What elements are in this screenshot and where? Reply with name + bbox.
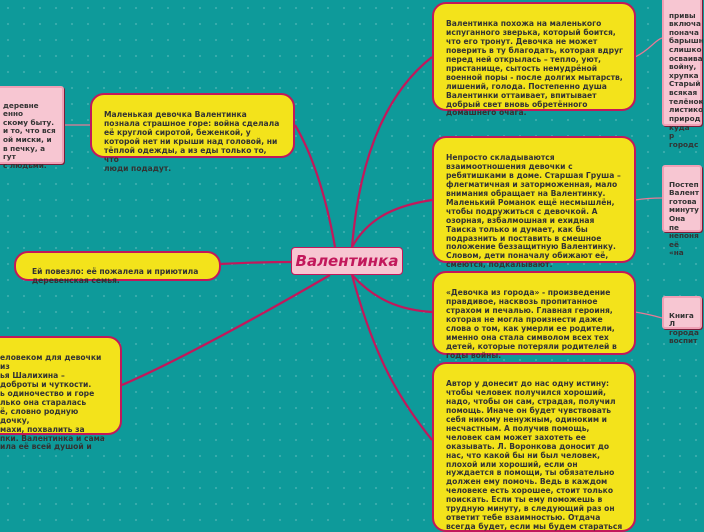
topic-text: Валентинка похожа на маленького испуганного зверька, который боится, что его тронут. Девочка не может поверить в ту благодать, которая вдруг перед ней открылась – тепло, уют, пристанище, сытость немудрёной военной поры - после долгих мытарств, лишений, голода. Постепенно душа Валентинки оттаивает, впитывает добрый свет вновь обретённого домашнего очага. <box>446 18 623 118</box>
note-text: деревне енно скому быту. и то, что вся ой миски, и в печку, а гут с людьми. <box>3 100 56 170</box>
note-far-right-3[interactable] <box>662 296 702 346</box>
topic-text: Ей повезло: её пожалела и приютила деревенская семья. <box>32 266 199 285</box>
link-root-r1 <box>352 57 432 247</box>
root-topic[interactable] <box>291 247 403 275</box>
link-r3-fr3 <box>635 312 662 318</box>
topic-orphan-girl[interactable] <box>90 93 295 173</box>
note-text: Постеп Валент готова минуту Она пе непоня её «на <box>669 179 700 258</box>
note-far-right-2[interactable] <box>662 165 702 258</box>
topic-relationships-children[interactable] <box>432 136 636 270</box>
root-topic-label: Валентинка <box>295 252 399 270</box>
topic-author-truth[interactable] <box>432 362 636 532</box>
note-far-left-1[interactable] <box>0 86 64 170</box>
topic-text: Автор у донесит до нас одну истину: чтобы человек получился хороший, надо, чтобы он сам, страдая, получил помощь. Иначе он будет чувствовать себя никому ненужным, одиноким и несчастным. А получив помощь, человек сам может захотеть ее оказывать. Л. Воронкова доносит до нас, что какой бы ни был человек, плохой или хороший, если он нуждается в помощи, ты обязательно должен ему помочь. Ведь в каждом человеке есть хорошее, стоит только поискать. Если ты ему поможешь в трудную минуту, в следующий раз он ответит тебе взаимностью. Отдача всегда будет, если мы будем стараться <box>446 378 623 532</box>
link-root-l1 <box>295 125 335 247</box>
note-text: Книга Л города воспит <box>669 310 699 346</box>
link-root-l3 <box>122 275 330 385</box>
topic-text: Непросто складываются взаимоотношения девочки с ребятишками в доме. Старшая Груша – флегматичная и заторможенная, мало внимания обращает на Валентинку. Маленький Романок ещё несмышлён, чтобы подружиться с девочкой. А озорная, взбалмошная и ехидная Таиска только и думает, как бы подразнить и поставить в смешное положение беззащитную Валентинку. Словом, дети поначалу обижают её, смеются, подкалывают. <box>446 152 621 270</box>
link-root-r2 <box>352 200 432 247</box>
topic-fox-like-girl[interactable] <box>432 2 636 118</box>
topic-text: еловеком для девочки из ья Шалихина – доброты и чуткости. ь одиночество и горе лько она старалась ё, словно родную дочку, махи, похвалить за пки. Валентинка и сама ила её всей душой и <box>0 352 105 452</box>
topic-text: Маленькая девочка Валентинка познала страшное горе: война сделала её круглой сиротой, беженкой, у которой нет ни крыши над головой, ни тёплой одежды, а из еды только то, что люди подадут. <box>104 109 280 173</box>
topic-girl-from-city[interactable] <box>432 271 636 360</box>
topic-text: «Девочка из города» - произведение правдивое, насквозь пропитанное страхом и печалью. Главная героиня, которая не могла произнести даже слова о том, как умерли ее родители, именно она стала символом всех тех детей, которые потеряли родителей в годы войны. <box>446 287 617 360</box>
link-root-r3 <box>352 275 432 312</box>
note-text: привы включа понача барышн слишко осваива войну, хрупка Старый всякая телёнок листико природ куда р городс <box>669 10 704 149</box>
note-far-right-1[interactable] <box>662 0 704 149</box>
topic-shalikhina[interactable] <box>0 336 122 452</box>
link-root-r4 <box>352 275 432 440</box>
topic-lucky-family[interactable] <box>14 251 221 285</box>
link-root-l2 <box>220 262 291 264</box>
link-r2-fr2 <box>635 198 662 200</box>
link-r1-fr1 <box>635 38 662 57</box>
